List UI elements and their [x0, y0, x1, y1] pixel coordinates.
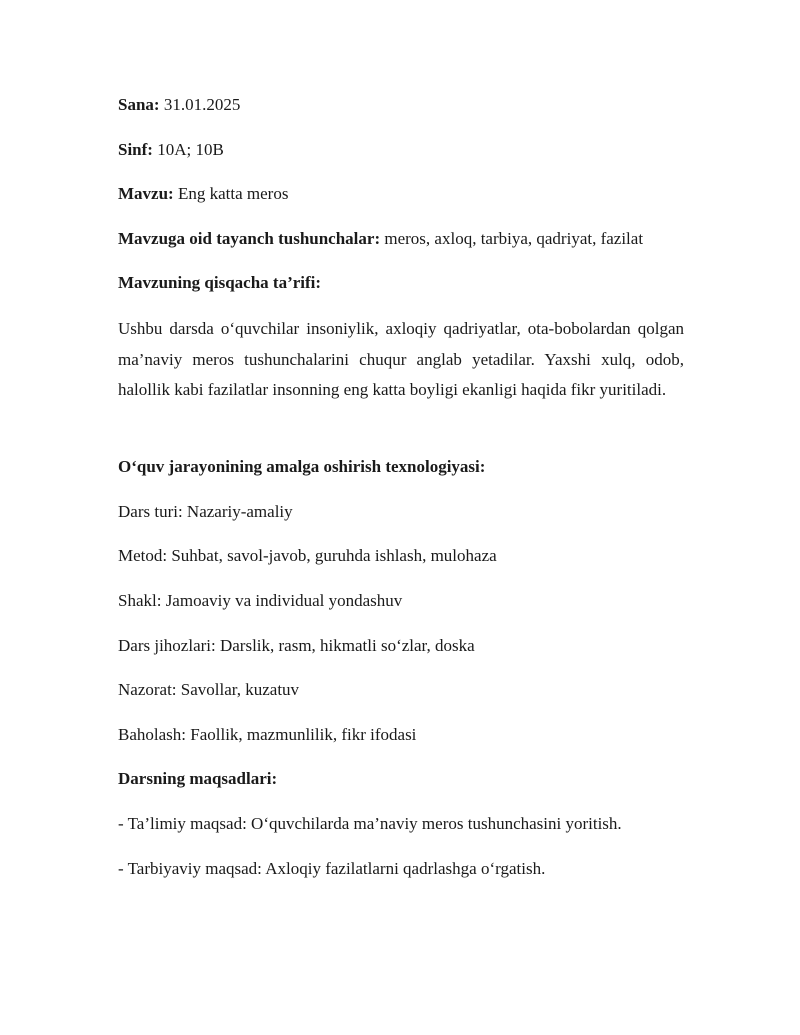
sinf-label: Sinf: [118, 140, 153, 159]
technology-item-baholash: Baholash: Faollik, mazmunlilik, fikr ifodasi [118, 725, 417, 744]
technology-item-shakl: Shakl: Jamoaviy va individual yondashuv [118, 591, 403, 610]
tayanch-label: Mavzuga oid tayanch tushunchalar: [118, 229, 381, 248]
goal-item-tarbiyaviy: - Tarbiyaviy maqsad: Axloqiy fazilatlarni qadrlashga o‘rgatish. [118, 859, 546, 878]
sana-field [118, 95, 240, 115]
technology-item-dars-turi: Dars turi: Nazariy-amaliy [118, 502, 293, 521]
goal-item-talimiy: - Ta’limiy maqsad: O‘quvchilarda ma’naviy meros tushunchasini yoritish. [118, 814, 622, 833]
mavzu-label: Mavzu: [118, 184, 174, 203]
technology-item-jihozlar: Dars jihozlari: Darslik, rasm, hikmatli so‘zlar, doska [118, 636, 475, 655]
goals-heading: Darsning maqsadlari: [118, 769, 278, 788]
technology-item-nazorat: Nazorat: Savollar, kuzatuv [118, 680, 300, 699]
technology-item-metod: Metod: Suhbat, savol-javob, guruhda ishlash, mulohaza [118, 546, 497, 565]
mavzu-field [118, 184, 288, 204]
tayanch-value: meros, axloq, tarbiya, qadriyat, fazilat [384, 229, 644, 248]
sana-label: Sana: [118, 95, 160, 114]
mavzu-value: Eng katta meros [177, 184, 289, 203]
sinf-field [118, 140, 224, 160]
technology-heading: O‘quv jarayonining amalga oshirish texnologiyasi: [118, 457, 486, 476]
sana-value: 31.01.2025 [163, 95, 241, 114]
sinf-value: 10A; 10B [157, 140, 224, 159]
summary-paragraph: Ushbu darsda o‘quvchilar insoniylik, axloqiy qadriyatlar, ota-bobolardan qolgan ma’naviy meros tushunchalarini chuqur anglab yetadilar. Yaxshi xulq, odob, halollik kabi fazilatlar insonning eng katta boyligi ekanligi haqida fikr yuritiladi. [118, 319, 684, 399]
tayanch-field [118, 229, 643, 249]
summary-heading: Mavzuning qisqacha ta’rifi: [118, 273, 322, 292]
